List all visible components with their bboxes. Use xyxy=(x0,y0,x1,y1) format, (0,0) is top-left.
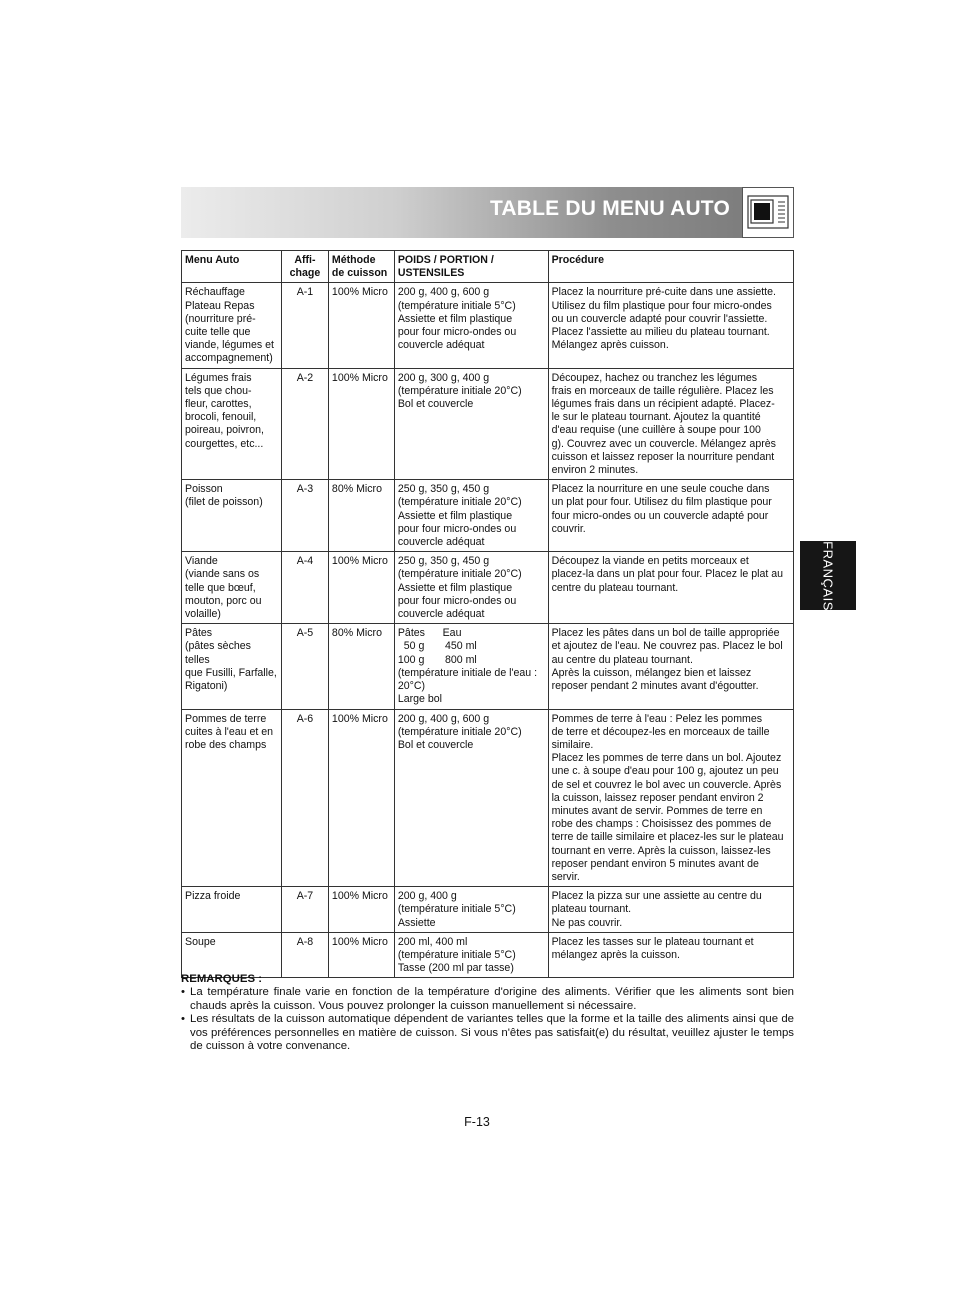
cell-display: A-7 xyxy=(281,887,328,933)
header-weight: POIDS / PORTION / USTENSILES xyxy=(394,251,548,283)
table-row xyxy=(182,709,794,887)
cell-weight: 200 g, 400 g, 600 g (température initiale 5°C) Assiette et film plastique pour four micro-ondes ou couvercle adéquat xyxy=(394,283,548,368)
cell-method: 80% Micro xyxy=(328,480,394,552)
header-method: Méthode de cuisson xyxy=(328,251,394,283)
cell-display: A-5 xyxy=(281,624,328,709)
cell-display: A-8 xyxy=(281,932,328,978)
cell-weight: 250 g, 350 g, 450 g (température initiale 20°C) Assiette et film plastique pour four micro-ondes ou couvercle adéquat xyxy=(394,552,548,624)
cell-method: 100% Micro xyxy=(328,932,394,978)
cell-display: A-2 xyxy=(281,368,328,480)
table-row xyxy=(182,552,794,624)
remarks-title: REMARQUES : xyxy=(181,973,263,985)
table-row xyxy=(182,480,794,552)
cell-menu: Pâtes (pâtes sèches telles que Fusilli, Farfalle, Rigatoni) xyxy=(182,624,282,709)
remark-item: • Les résultats de la cuisson automatique dépendent de variantes telles que la forme et la taille des aliments ainsi que de vos préférences personnelles en matière de cuisson. Si vous n'êtes pas satisfait(e) du résultat, veuillez ajuster le temps de cuisson à votre convenance. xyxy=(181,1013,794,1053)
remark-item: • La température finale varie en fonction de la température d'origine des aliments. Vérifier que les aliments sont bien chauds après la cuisson. Vous pouvez prolonger la cuisson manuellement si nécessaire. xyxy=(181,986,794,1013)
cell-display: A-4 xyxy=(281,552,328,624)
cell-menu: Pommes de terre cuites à l'eau et en robe des champs xyxy=(182,709,282,887)
page-number: F-13 xyxy=(464,1115,490,1129)
cell-method: 100% Micro xyxy=(328,283,394,368)
cell-method: 100% Micro xyxy=(328,887,394,933)
microwave-icon xyxy=(742,187,794,238)
cell-display: A-3 xyxy=(281,480,328,552)
cell-weight: 200 g, 300 g, 400 g (température initiale 20°C) Bol et couvercle xyxy=(394,368,548,480)
page-title: TABLE DU MENU AUTO xyxy=(489,197,730,220)
cell-procedure: Découpez, hachez ou tranchez les légumes frais en morceaux de taille régulière. Placez les légumes frais dans un récipient adapté. Placez- le sur le plateau tournant. Ajoutez la quantité d'eau requise (une cuillère à soupe pour 100 g). Couvrez avec un couvercle. Mélangez après cuisson et laissez reposer la nourriture pendant environ 2 minutes. xyxy=(548,368,793,480)
table-row xyxy=(182,932,794,978)
cell-display: A-6 xyxy=(281,709,328,887)
header-procedure: Procédure xyxy=(548,251,793,283)
cell-menu: Pizza froide xyxy=(182,887,282,933)
table-row xyxy=(182,624,794,709)
cell-weight: 200 g, 400 g, 600 g (température initiale 20°C) Bol et couvercle xyxy=(394,709,548,887)
cell-procedure: Découpez la viande en petits morceaux et placez-la dans un plat pour four. Placez le plat au centre du plateau tournant. xyxy=(548,552,793,624)
cell-menu: Réchauffage Plateau Repas (nourriture pré- cuite telle que viande, légumes et accompagnement) xyxy=(182,283,282,368)
section-banner xyxy=(181,187,794,238)
cell-method: 100% Micro xyxy=(328,709,394,887)
cell-weight: 200 ml, 400 ml (température initiale 5°C) Tasse (200 ml par tasse) xyxy=(394,932,548,978)
cell-procedure: Placez la pizza sur une assiette au centre du plateau tournant. Ne pas couvrir. xyxy=(548,887,793,933)
cell-menu: Poisson (filet de poisson) xyxy=(182,480,282,552)
cell-weight: 250 g, 350 g, 450 g (température initiale 20°C) Assiette et film plastique pour four micro-ondes ou couvercle adéquat xyxy=(394,480,548,552)
cell-method: 100% Micro xyxy=(328,368,394,480)
remarks-section xyxy=(181,973,794,1053)
cell-menu: Soupe xyxy=(182,932,282,978)
table-row xyxy=(182,887,794,933)
header-menu: Menu Auto xyxy=(182,251,282,283)
header-display: Affi- chage xyxy=(281,251,328,283)
cell-menu: Viande (viande sans os telle que bœuf, mouton, porc ou volaille) xyxy=(182,552,282,624)
cell-procedure: Placez les tasses sur le plateau tournant et mélangez après la cuisson. xyxy=(548,932,793,978)
cell-weight: Pâtes Eau 50 g 450 ml 100 g 800 ml (température initiale de l'eau : 20°C) Large bol xyxy=(394,624,548,709)
cell-procedure: Pommes de terre à l'eau : Pelez les pommes de terre et découpez-les en morceaux de taille similaire. Placez les pommes de terre dans un bol. Ajoutez une c. à soupe d'eau pour 100 g, ajoutez un peu de sel et couvrez le bol avec un couvercle. Après la cuisson, laissez reposer pendant environ 2 minutes avant de servir. Pommes de terre en robe des champs : Choisissez des pommes de terre de taille similaire et placez-les sur le plateau tournant en verre. Après la cuisson, laissez-les reposer pendant environ 5 minutes avant de servir. xyxy=(548,709,793,887)
language-tab-label: FRANÇAIS xyxy=(820,540,836,611)
auto-menu-table xyxy=(181,250,794,978)
language-tab xyxy=(800,541,856,610)
table-row xyxy=(182,368,794,480)
cell-display: A-1 xyxy=(281,283,328,368)
cell-method: 100% Micro xyxy=(328,552,394,624)
table-header-row xyxy=(182,251,794,283)
cell-procedure: Placez la nourriture en une seule couche dans un plat pour four. Utilisez du film plastique pour four micro-ondes ou un couvercle adapté pour couvrir. xyxy=(548,480,793,552)
cell-method: 80% Micro xyxy=(328,624,394,709)
cell-procedure: Placez la nourriture pré-cuite dans une assiette. Utilisez du film plastique pour four micro-ondes ou un couvercle adapté pour couvrir l'assiette. Placez l'assiette au milieu du plateau tournant. Mélangez après cuisson. xyxy=(548,283,793,368)
cell-weight: 200 g, 400 g (température initiale 5°C) Assiette xyxy=(394,887,548,933)
cell-menu: Légumes frais tels que chou- fleur, carottes, brocoli, fenouil, poireau, poivron, courgettes, etc... xyxy=(182,368,282,480)
cell-procedure: Placez les pâtes dans un bol de taille appropriée et ajoutez de l'eau. Ne couvrez pas. Placez le bol au centre du plateau tournant. Après la cuisson, mélangez bien et laissez reposer pendant 2 minutes avant d'égoutter. xyxy=(548,624,793,709)
remarks-list xyxy=(181,986,794,1053)
table-row xyxy=(182,283,794,368)
